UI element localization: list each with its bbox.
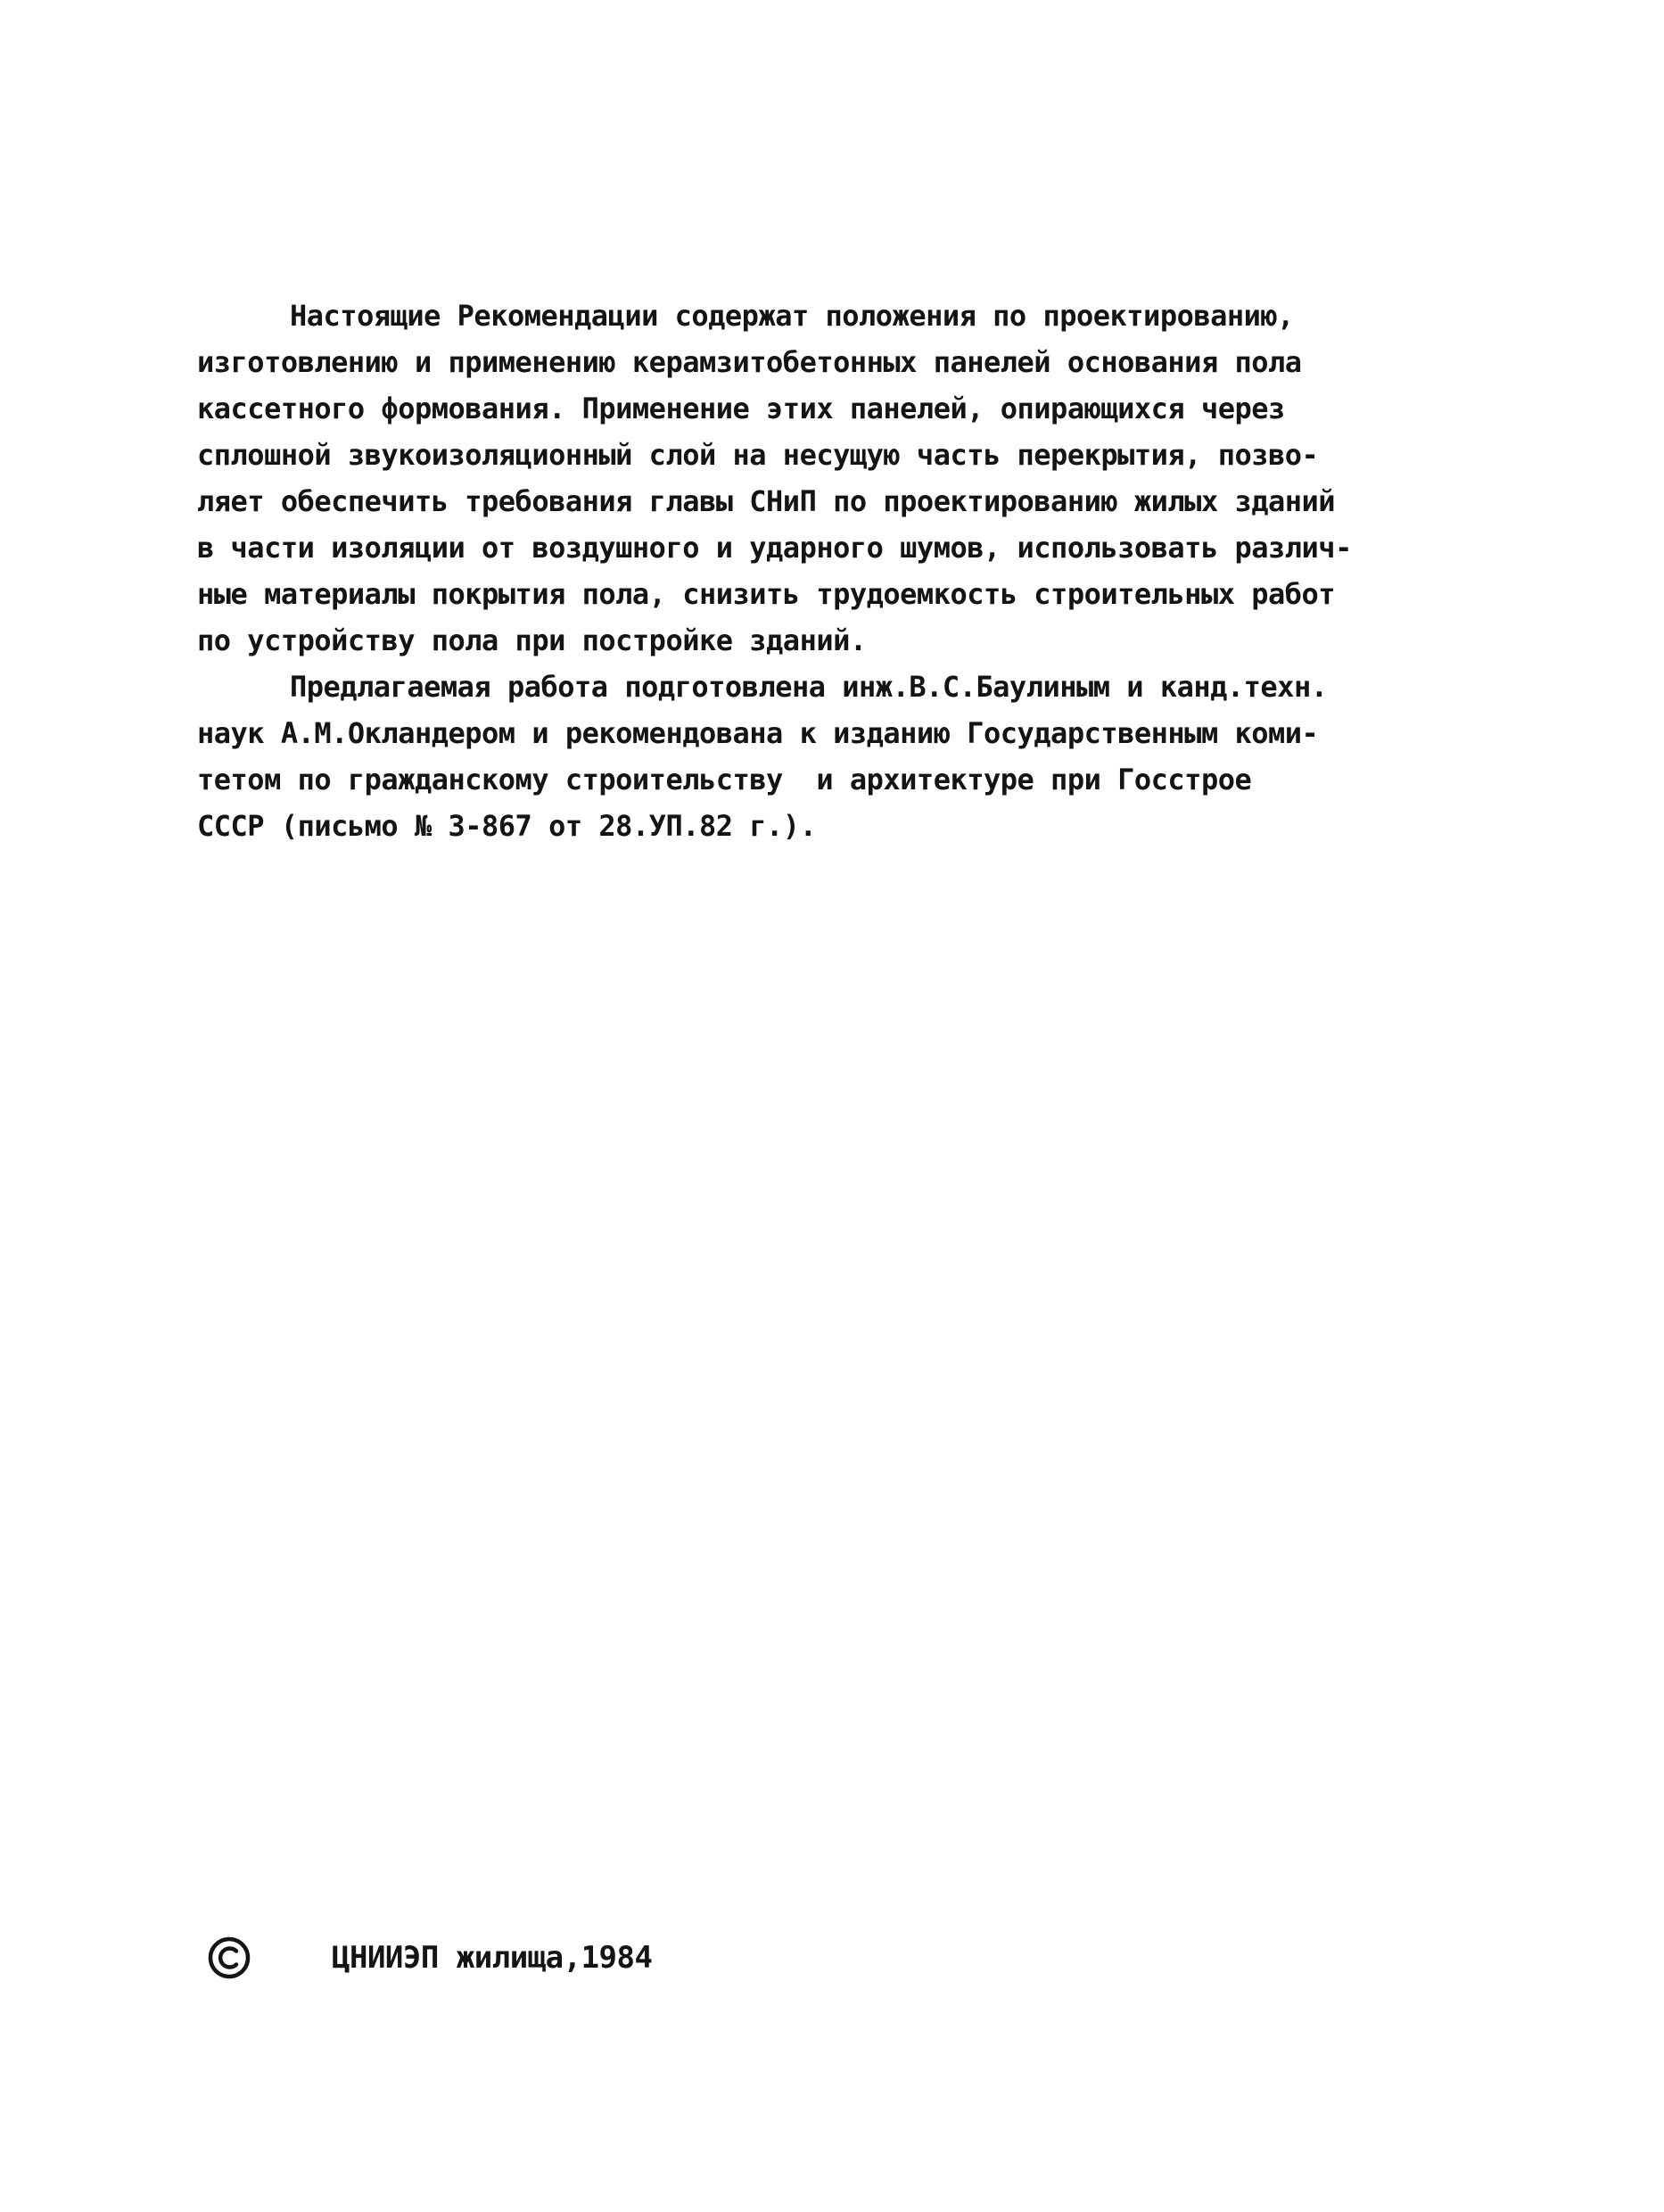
- body-text: [197, 293, 1517, 849]
- paragraph-1-line-1: Настоящие Рекомендации содержат положения по проектированию,: [290, 299, 1294, 333]
- paragraph-1-line-7: ные материалы покрытия пола, снизить трудоемкость строительных работ: [197, 577, 1336, 611]
- paragraph-2-line-4: СССР (письмо № 3-867 от 28.УП.82 г.).: [197, 809, 817, 843]
- copyright-icon: [207, 1936, 251, 1980]
- paragraph-1-line-3: кассетного формования. Применение этих панелей, опирающихся через: [197, 392, 1285, 425]
- paragraph-1-line-4: сплошной звукоизоляционный слой на несущую часть перекрытия, позво-: [197, 438, 1319, 472]
- paragraph-1-line-8: по устройству пола при постройке зданий.: [197, 623, 867, 657]
- paragraph-1-line-6: в части изоляции от воздушного и ударного шумов, использовать различ-: [197, 531, 1352, 565]
- copyright-text: ЦНИИЭП жилища,1984: [332, 1940, 653, 1976]
- paragraph-2-line-2: наук А.М.Окландером и рекомендована к изданию Государственным коми-: [197, 716, 1319, 750]
- copyright-notice: [207, 1931, 653, 1985]
- paragraph-1-line-2: изготовлению и применению керамзитобетонных панелей основания пола: [197, 345, 1302, 379]
- paragraph-2-line-1: Предлагаемая работа подготовлена инж.В.С.Баулиным и канд.техн.: [290, 670, 1328, 704]
- paragraph-2-line-3: тетом по гражданскому строительству и архитектуре при Госстрое: [197, 763, 1252, 796]
- paragraph-1-line-5: ляет обеспечить требования главы СНиП по проектированию жилых зданий: [197, 484, 1336, 518]
